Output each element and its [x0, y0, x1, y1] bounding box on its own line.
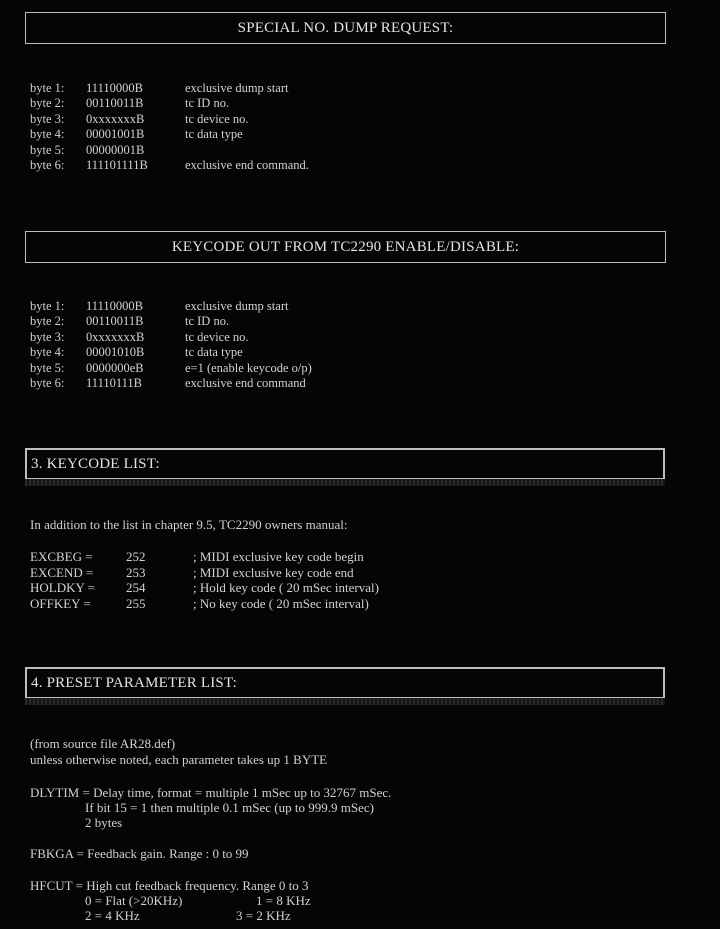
byte-description: exclusive end command. — [185, 157, 309, 172]
keycode-description: ; MIDI exclusive key code begin — [193, 549, 364, 564]
byte-value: 00001010B — [86, 345, 145, 360]
byte-label: byte 1: — [30, 299, 65, 313]
byte-value: 0xxxxxxxB — [86, 329, 145, 344]
keycode-value: 254 — [126, 580, 146, 595]
byte-value: 11110000B — [86, 81, 143, 95]
byte-description: tc ID no. — [185, 314, 230, 329]
param-dlytim-detail: If bit 15 = 1 then multiple 0.1 mSec (up to 999.9 mSec) — [85, 800, 374, 815]
param-dlytim: DLYTIM = Delay time, format = multiple 1 mSec up to 32767 mSec. — [30, 785, 392, 800]
header-shadow-divider — [25, 698, 665, 705]
byte-value: 00001001B — [86, 127, 145, 142]
byte-label: byte 4: — [30, 127, 65, 142]
param-dlytim-size: 2 bytes — [85, 815, 123, 830]
section-title: 3. KEYCODE LIST: — [31, 455, 160, 472]
keycode-value: 255 — [126, 595, 146, 611]
byte-value: 0xxxxxxxB — [86, 111, 145, 126]
byte-description: tc data type — [185, 345, 243, 360]
byte-value: 00110011B — [86, 314, 144, 329]
param-hfcut: HFCUT = High cut feedback frequency. Range 0 to 3 — [30, 878, 309, 893]
byte-description: exclusive end command — [185, 375, 306, 390]
byte-description: e=1 (enable keycode o/p) — [185, 360, 312, 375]
section-title: 4. PRESET PARAMETER LIST: — [31, 674, 237, 691]
section-header-preset-parameters — [25, 667, 665, 699]
keycode-name: EXCBEG = — [30, 549, 93, 564]
byte-description: tc device no. — [185, 111, 249, 126]
byte-description: tc data type — [185, 127, 243, 142]
keycode-description: ; No key code ( 20 mSec interval) — [193, 595, 369, 611]
byte-label: byte 2: — [30, 314, 65, 329]
keycode-intro: In addition to the list in chapter 9.5, TC2290 owners manual: — [30, 517, 348, 532]
param-hfcut-option: 0 = Flat (>20KHz) — [85, 893, 183, 908]
byte-label: byte 4: — [30, 345, 65, 360]
byte-size-note: unless otherwise noted, each parameter takes up 1 BYTE — [30, 752, 328, 767]
section-header-keycode-list — [25, 448, 665, 480]
source-file-note: (from source file AR28.def) — [30, 736, 176, 751]
byte-value: 111101111B — [86, 157, 148, 172]
keycode-description: ; MIDI exclusive key code end — [193, 564, 354, 580]
section-title: KEYCODE OUT FROM TC2290 ENABLE/DISABLE: — [171, 238, 520, 255]
keycode-description: ; Hold key code ( 20 mSec interval) — [193, 580, 379, 595]
keycode-name: OFFKEY = — [30, 595, 91, 611]
byte-label: byte 6: — [30, 157, 65, 172]
byte-label: byte 3: — [30, 329, 65, 344]
byte-label: byte 3: — [30, 111, 65, 126]
byte-value: 00000001B — [86, 142, 145, 157]
byte-description: exclusive dump start — [185, 81, 289, 95]
param-hfcut-option: 1 = 8 KHz — [256, 893, 311, 908]
byte-value: 11110000B — [86, 299, 143, 313]
byte-label: byte 2: — [30, 96, 65, 111]
byte-label: byte 5: — [30, 142, 65, 157]
keycode-value: 252 — [126, 549, 146, 564]
byte-description: tc device no. — [185, 329, 249, 344]
header-shadow-divider — [25, 479, 665, 486]
section-header-dump-request — [25, 12, 666, 44]
section-title: SPECIAL NO. DUMP REQUEST: — [237, 19, 454, 36]
keycode-name: HOLDKY = — [30, 580, 95, 595]
byte-label: byte 1: — [30, 81, 65, 95]
byte-description: exclusive dump start — [185, 299, 289, 313]
byte-value: 0000000eB — [86, 360, 144, 375]
keycode-name: EXCEND = — [30, 564, 94, 580]
section-header-keycode-out — [25, 231, 666, 263]
param-hfcut-option: 3 = 2 KHz — [236, 908, 291, 923]
byte-label: byte 6: — [30, 375, 65, 390]
byte-label: byte 5: — [30, 360, 65, 375]
param-hfcut-option: 2 = 4 KHz — [85, 908, 140, 923]
byte-description: tc ID no. — [185, 96, 230, 111]
byte-value: 11110111B — [86, 375, 143, 390]
byte-value: 00110011B — [86, 96, 144, 111]
param-fbkga: FBKGA = Feedback gain. Range : 0 to 99 — [30, 846, 249, 861]
keycode-value: 253 — [126, 564, 146, 580]
